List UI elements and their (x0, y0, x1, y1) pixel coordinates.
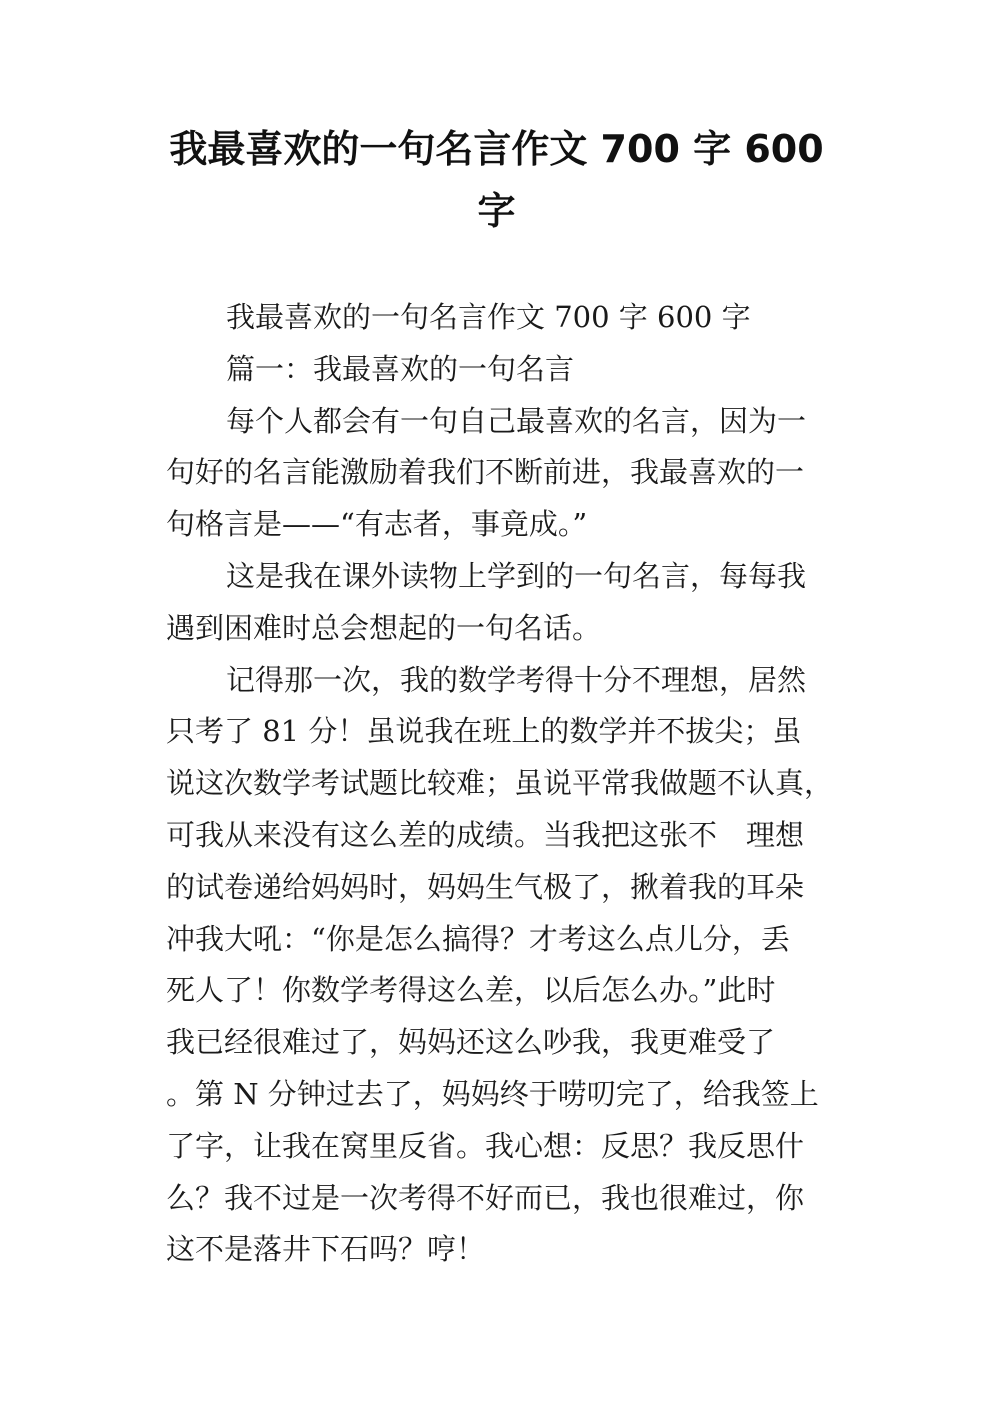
text-line: 。第 N 分钟过去了，妈妈终于唠叨完了，给我签上 (166, 1076, 819, 1111)
text-line: 么？我不过是一次考得不好而已，我也很难过，你 (166, 1180, 805, 1215)
text-line: 记得那一次，我的数学考得十分不理想，居然 (226, 662, 807, 697)
text-line: 我最喜欢的一句名言作文 700 字 600 字 (226, 300, 751, 334)
text-line: 这不是落井下石吗？哼！ (166, 1232, 486, 1267)
title-line-2: 字 (477, 189, 516, 233)
text-line: 篇一：我最喜欢的一句名言 (226, 351, 575, 386)
text-line: 了字，让我在窝里反省。我心想：反思？我反思什 (166, 1128, 805, 1163)
title-line-1: 我最喜欢的一句名言作文 700 字 600 (169, 127, 824, 171)
text-line: 死人了！你数学考得这么差，以后怎么办。”此时 (166, 973, 776, 1008)
text-line: 遇到困难时总会想起的一句名话。 (166, 610, 602, 645)
text-line: 这是我在课外读物上学到的一句名言，每每我 (226, 558, 807, 593)
text-line: 每个人都会有一句自己最喜欢的名言，因为一 (226, 403, 807, 438)
text-line: 我已经很难过了，妈妈还这么吵我，我更难受了 (166, 1025, 776, 1060)
text-line: 说这次数学考试题比较难；虽说平常我做题不认真， (166, 766, 834, 801)
text-line: 冲我大吼：“你是怎么搞得？才考这么点儿分，丢 (166, 921, 790, 956)
text-line: 只考了 81 分！虽说我在班上的数学并不拔尖；虽 (166, 714, 802, 749)
text-line: 的试卷递给妈妈时，妈妈生气极了，揪着我的耳朵 (166, 869, 805, 904)
text-line: 可我从来没有这么差的成绩。当我把这张不 理想 (166, 817, 805, 852)
document-title (160, 118, 833, 242)
text-line: 句好的名言能激励着我们不断前进，我最喜欢的一 (166, 455, 805, 490)
document-body (166, 292, 836, 1276)
text-line: 句格言是——“有志者，事竟成。” (166, 507, 588, 542)
